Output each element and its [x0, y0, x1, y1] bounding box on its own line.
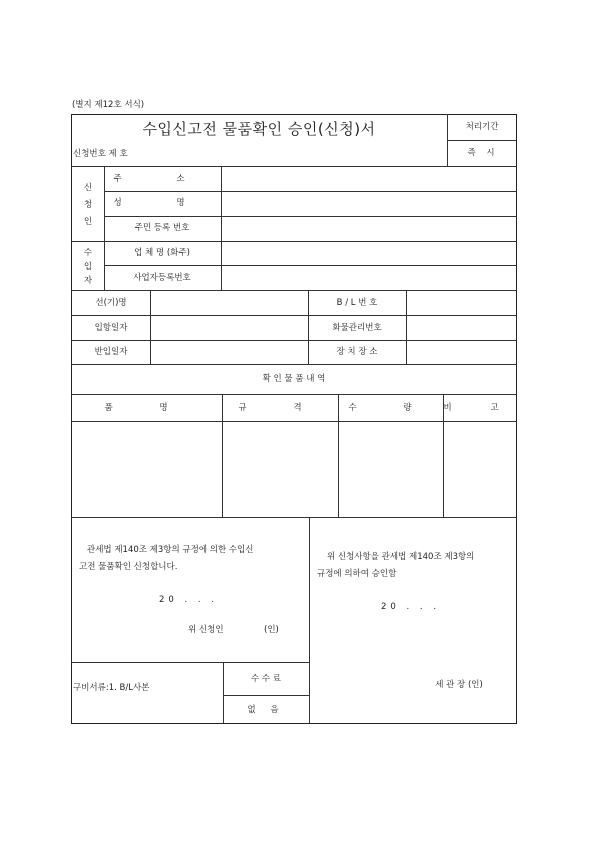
- col-item-name: 품 명: [104, 403, 190, 413]
- resident-number-label: 주민 등록 번호: [134, 223, 190, 233]
- frame-right: [516, 114, 517, 724]
- applicant-seal: (인): [264, 625, 279, 635]
- ship-label-divider: [150, 290, 151, 364]
- importer-bottom: [71, 290, 517, 291]
- approval-statement-line1: 위 신청사항을 관세법 제140조 제3항의: [327, 552, 475, 562]
- header-bottom: [71, 166, 517, 167]
- applicant-label-char1: 신: [83, 183, 93, 193]
- group-label-divider: [104, 166, 105, 290]
- signature-divider: [309, 517, 310, 723]
- goods-bottom: [71, 517, 517, 518]
- footer-top: [71, 662, 309, 663]
- applicant-label-char3: 인: [83, 217, 93, 227]
- form-number: (별지 제12호 서식): [72, 100, 145, 110]
- approval-date: 20 . . .: [381, 602, 441, 612]
- arrival-date-label: 입항일자: [94, 323, 128, 333]
- importer-label-char2: 입: [83, 262, 93, 272]
- fee-row-divider: [223, 695, 309, 696]
- cargo-number-label: 화물관리번호: [332, 323, 382, 333]
- bl-number-label: B / L 번 호: [336, 298, 378, 308]
- applicant-bottom: [71, 241, 517, 242]
- fee-value: 없 음: [247, 705, 285, 715]
- col-spec: 규 격: [238, 403, 324, 413]
- application-date: 20 . . .: [159, 595, 219, 605]
- application-statement-line2: 고전 물품확인 신청합니다.: [79, 562, 178, 572]
- applicant-label-char2: 청: [83, 200, 93, 210]
- processing-label: 처리기간: [465, 122, 499, 132]
- vessel-name-label: 선(기)명: [95, 298, 127, 308]
- goods-col1-divider: [222, 394, 223, 517]
- carry-in-date-label: 반입일자: [94, 347, 128, 357]
- application-statement-line1: 관세법 제140조 제3항의 규정에 의한 수입신: [87, 545, 254, 555]
- name-label: 성 명: [113, 198, 211, 208]
- attachments: 구비서류:1. B/L사본: [73, 683, 150, 693]
- frame-top: [71, 114, 517, 115]
- importer-label-char3: 자: [83, 276, 93, 286]
- form-title: 수입신고전 물품확인 승인(신청)서: [142, 120, 376, 138]
- storage-place-label: 장 치 장 소: [336, 347, 378, 357]
- goods-col2-divider: [338, 394, 339, 517]
- fee-divider: [223, 662, 224, 723]
- ship-bottom: [71, 364, 517, 365]
- company-name-label: 업 체 명 (화주): [134, 248, 190, 258]
- processing-divider: [447, 140, 516, 141]
- applicant-signer: 위 신청인: [188, 625, 224, 635]
- application-number: 신청번호 제 호: [73, 149, 128, 159]
- goods-section-title: 확 인 물 품 내 역: [262, 374, 326, 384]
- col-quantity: 수 량: [348, 403, 434, 413]
- approval-statement-line2: 규정에 의하여 승인함: [317, 569, 397, 579]
- ship-right-label-divider: [406, 290, 407, 364]
- fee-label: 수 수 료: [250, 674, 282, 684]
- applicant-row1-divider: [104, 191, 517, 192]
- ship-row2-divider: [71, 340, 517, 341]
- col-remarks: 비 고: [443, 403, 517, 413]
- goods-title-bottom: [71, 394, 517, 395]
- goods-header-bottom: [71, 421, 517, 422]
- importer-label-char1: 수: [83, 248, 93, 258]
- processing-value: 즉 시: [467, 148, 499, 158]
- ship-mid-divider: [308, 290, 309, 364]
- customs-chief: 세 관 장 (인): [435, 680, 483, 690]
- business-number-label: 사업자등록번호: [133, 273, 191, 283]
- field-label-divider: [221, 166, 222, 290]
- frame-bottom: [71, 723, 517, 724]
- applicant-row2-divider: [104, 216, 517, 217]
- importer-row-divider: [104, 265, 517, 266]
- ship-row1-divider: [71, 315, 517, 316]
- address-label: 주 소: [113, 174, 211, 184]
- frame-left: [71, 114, 72, 724]
